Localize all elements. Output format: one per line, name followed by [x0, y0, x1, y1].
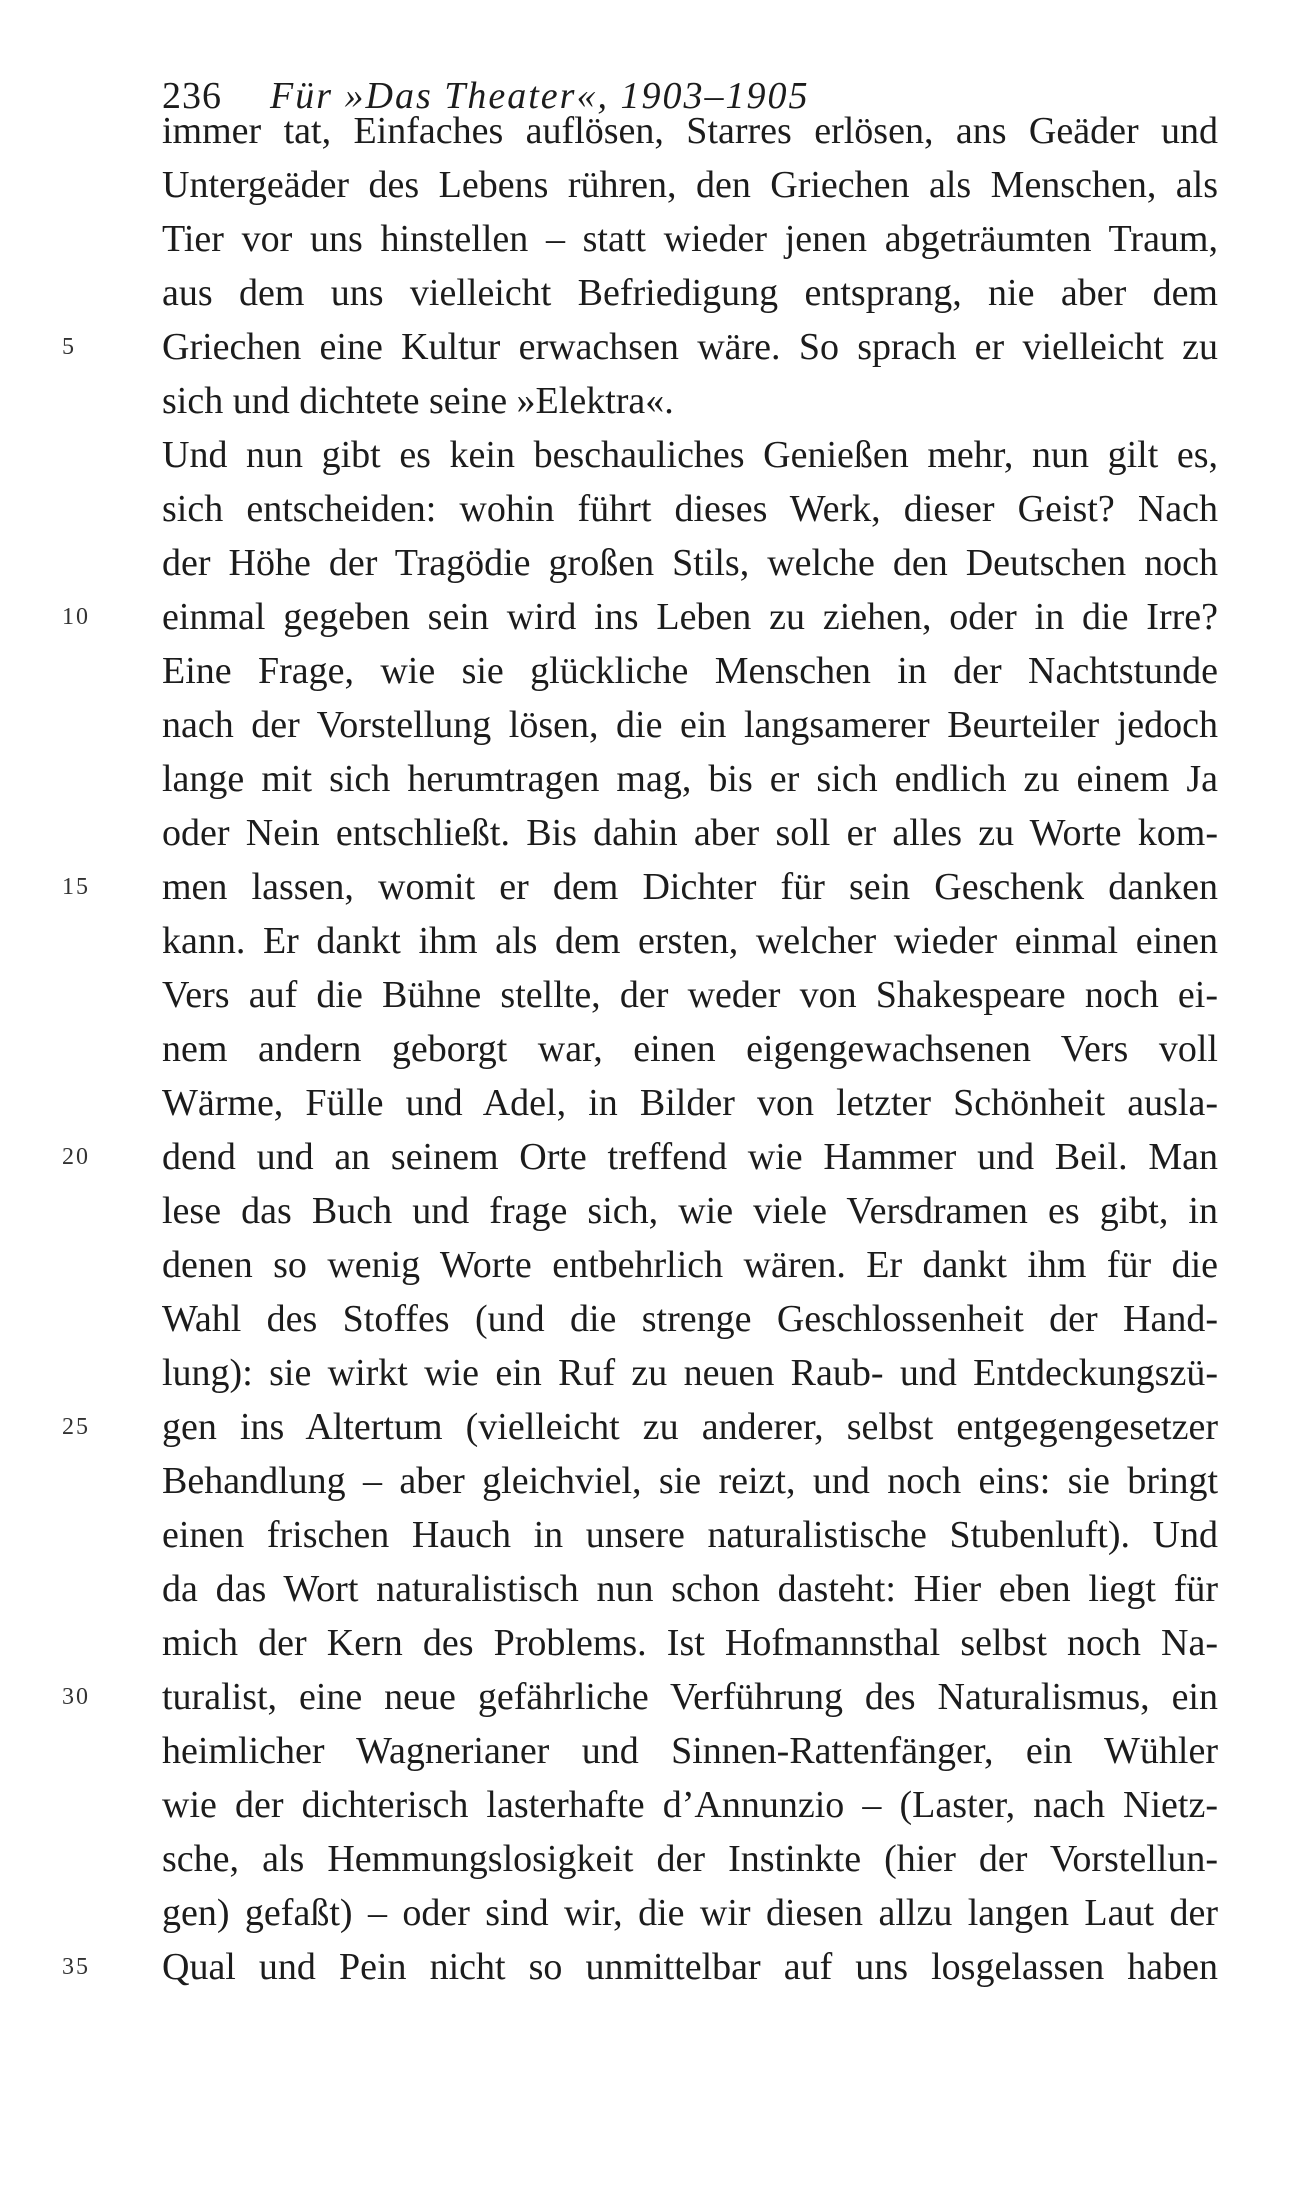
text-line: gen) gefaßt) – oder sind wir, die wir diesen allzu langen Laut der	[162, 1892, 1218, 1934]
line-number: 20	[62, 1144, 90, 1170]
line-number: 15	[62, 874, 90, 900]
text-line: da das Wort naturalistisch nun schon dasteht: Hier eben liegt für	[162, 1568, 1218, 1610]
text-line: Eine Frage, wie sie glückliche Menschen in der Nachtstunde	[162, 650, 1218, 692]
text-line: wie der dichterisch lasterhafte d’Annunzio – (Laster, nach Nietz-	[162, 1784, 1218, 1826]
text-line: Griechen eine Kultur erwachsen wäre. So sprach er vielleicht zu	[162, 326, 1218, 368]
text-line: sche, als Hemmungslosigkeit der Instinkte (hier der Vorstellun-	[162, 1838, 1218, 1880]
text-line: lung): sie wirkt wie ein Ruf zu neuen Raub- und Entdeckungszü-	[162, 1352, 1218, 1394]
text-line: Behandlung – aber gleichviel, sie reizt, und noch eins: sie bringt	[162, 1460, 1218, 1502]
text-line: oder Nein entschließt. Bis dahin aber soll er alles zu Worte kom-	[162, 812, 1218, 854]
page-number: 236	[162, 75, 222, 117]
text-line: der Höhe der Tragödie großen Stils, welche den Deutschen noch	[162, 542, 1218, 584]
line-number: 5	[62, 334, 76, 360]
text-line: einen frischen Hauch in unsere naturalistische Stubenluft). Und	[162, 1514, 1218, 1556]
text-line: denen so wenig Worte entbehrlich wären. Er dankt ihm für die	[162, 1244, 1218, 1286]
line-number: 10	[62, 604, 90, 630]
line-number: 30	[62, 1684, 90, 1710]
text-line: dend und an seinem Orte treffend wie Hammer und Beil. Man	[162, 1136, 1218, 1178]
line-number: 25	[62, 1414, 90, 1440]
text-line: immer tat, Einfaches auflösen, Starres erlösen, ans Geäder und	[162, 110, 1218, 152]
text-line: sich und dichtete seine »Elektra«.	[162, 380, 674, 422]
text-line: nach der Vorstellung lösen, die ein langsamerer Beurteiler jedoch	[162, 704, 1218, 746]
text-line: men lassen, womit er dem Dichter für sein Geschenk danken	[162, 866, 1218, 908]
text-line: turalist, eine neue gefährliche Verführung des Naturalismus, ein	[162, 1676, 1218, 1718]
text-line: Untergeäder des Lebens rühren, den Griechen als Menschen, als	[162, 164, 1218, 206]
text-line: mich der Kern des Problems. Ist Hofmannsthal selbst noch Na-	[162, 1622, 1218, 1664]
text-line: Und nun gibt es kein beschauliches Genießen mehr, nun gilt es,	[162, 434, 1218, 476]
text-line: Qual und Pein nicht so unmittelbar auf uns losgelassen haben	[162, 1946, 1218, 1988]
text-line: lese das Buch und frage sich, wie viele Versdramen es gibt, in	[162, 1190, 1218, 1232]
text-line: einmal gegeben sein wird ins Leben zu ziehen, oder in die Irre?	[162, 596, 1218, 638]
text-line: Wahl des Stoffes (und die strenge Geschlossenheit der Hand-	[162, 1298, 1218, 1340]
running-title: Für »Das Theater«, 1903–1905	[270, 75, 810, 117]
text-line: nem andern geborgt war, einen eigengewachsenen Vers voll	[162, 1028, 1218, 1070]
text-line: sich entscheiden: wohin führt dieses Werk, dieser Geist? Nach	[162, 488, 1218, 530]
text-line: kann. Er dankt ihm als dem ersten, welcher wieder einmal einen	[162, 920, 1218, 962]
text-line: Tier vor uns hinstellen – statt wieder jenen abgeträumten Traum,	[162, 218, 1218, 260]
line-number: 35	[62, 1954, 90, 1980]
text-line: Vers auf die Bühne stellte, der weder von Shakespeare noch ei-	[162, 974, 1218, 1016]
text-line: Wärme, Fülle und Adel, in Bilder von letzter Schönheit ausla-	[162, 1082, 1218, 1124]
text-line: aus dem uns vielleicht Befriedigung entsprang, nie aber dem	[162, 272, 1218, 314]
text-line: heimlicher Wagnerianer und Sinnen-Rattenfänger, ein Wühler	[162, 1730, 1218, 1772]
text-line: gen ins Altertum (vielleicht zu anderer, selbst entgegengesetzer	[162, 1406, 1218, 1448]
text-line: lange mit sich herumtragen mag, bis er sich endlich zu einem Ja	[162, 758, 1218, 800]
